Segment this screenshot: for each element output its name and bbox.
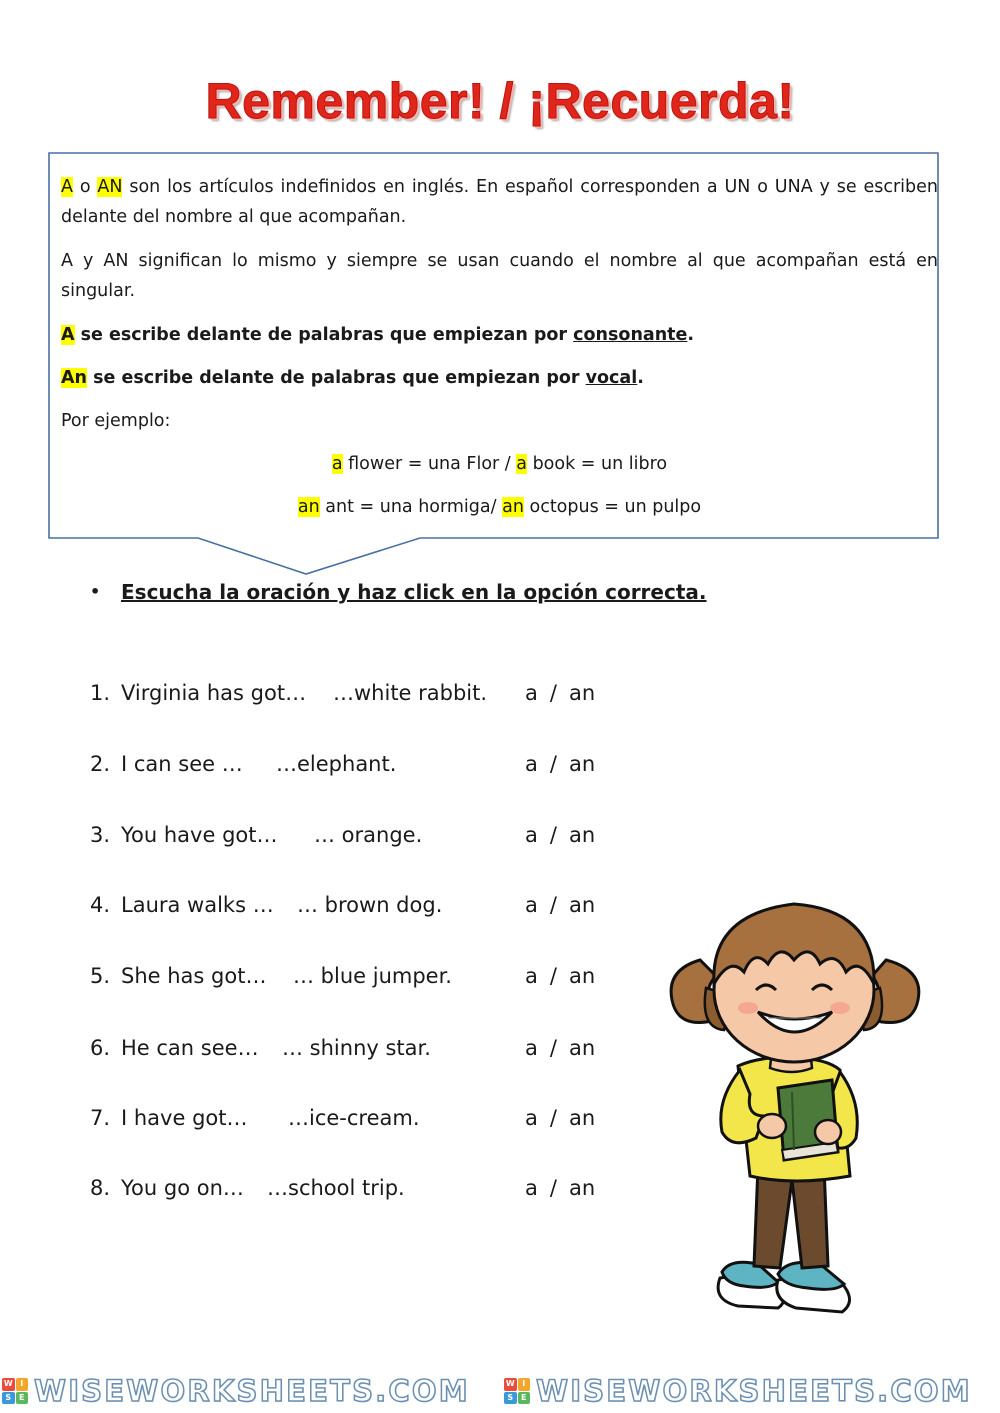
instruction: [90, 580, 707, 604]
bullet: •: [90, 582, 101, 601]
option-an-button[interactable]: an: [568, 893, 596, 917]
option-separator: /: [549, 1176, 557, 1200]
logo-icon: [2, 1378, 28, 1404]
option-an-button[interactable]: an: [568, 823, 596, 847]
logo-icon-letter: W: [2, 1378, 15, 1391]
option-a-button[interactable]: a: [525, 681, 538, 705]
logo-icon-letter: S: [504, 1392, 517, 1405]
question-number: 4.: [90, 893, 111, 917]
answer-options: [525, 1103, 595, 1133]
option-a-button[interactable]: a: [525, 1106, 538, 1130]
question-part2: … brown dog.: [297, 893, 443, 917]
logo-icon-letter: E: [16, 1392, 29, 1405]
option-separator: /: [549, 823, 557, 847]
example1-a2: a: [516, 454, 528, 474]
rule-paragraph-2: A y AN significan lo mismo y siempre se usan cuando el nombre al que acompañan está en singular.: [61, 251, 938, 301]
answer-options: [525, 1173, 595, 1203]
option-a-button[interactable]: a: [525, 893, 538, 917]
option-a-button[interactable]: a: [525, 752, 538, 776]
example1-t1: flower = una Flor /: [342, 454, 517, 474]
logo-icon: [504, 1378, 530, 1404]
question-number: 3.: [90, 823, 111, 847]
example2-t1: ant = una hormiga/: [319, 497, 503, 517]
article-a-highlight: A: [61, 177, 73, 197]
question-part1: Laura walks …: [121, 893, 274, 917]
option-separator: /: [549, 1106, 557, 1130]
rule-p3-article: A: [61, 325, 75, 345]
question-number: 6.: [90, 1036, 111, 1060]
answer-options: [525, 820, 595, 850]
answer-options: [525, 749, 595, 779]
question-part1: You have got…: [121, 823, 278, 847]
rule-p3-key: consonante: [573, 325, 688, 345]
rule-paragraph-vowel: [61, 363, 938, 393]
option-an-button[interactable]: an: [568, 1036, 596, 1060]
instruction-text: Escucha la oración y haz click en la opción correcta.: [121, 580, 707, 604]
example-line-an: [61, 492, 938, 522]
question-part1: He can see…: [121, 1036, 259, 1060]
rule-p4-article: An: [61, 368, 88, 388]
example1-a1: a: [331, 454, 343, 474]
option-an-button[interactable]: an: [568, 1176, 596, 1200]
answer-options: [525, 890, 595, 920]
rule-p4-key: vocal: [585, 368, 638, 388]
answer-options: [525, 1033, 595, 1063]
question-number: 7.: [90, 1106, 111, 1130]
option-separator: /: [549, 964, 557, 988]
article-an-highlight: AN: [97, 177, 123, 197]
rule-paragraph-1: [61, 172, 938, 232]
question-part1: Virginia has got…: [121, 681, 307, 705]
question-part1: She has got…: [121, 964, 267, 988]
option-separator: /: [549, 752, 557, 776]
example2-a2: an: [502, 497, 524, 517]
example1-t2: book = un libro: [527, 454, 668, 474]
logo-text: WISEWORKSHEETS.COM: [536, 1374, 972, 1408]
logo-text: WISEWORKSHEETS.COM: [34, 1374, 470, 1408]
page-title: Remember! / ¡Recuerda!: [205, 73, 795, 129]
question-part2: …school trip.: [267, 1176, 405, 1200]
question-part2: … blue jumper.: [293, 964, 452, 988]
question-part2: …ice-cream.: [288, 1106, 420, 1130]
rule-p4-text: se escribe delante de palabras que empiezan por: [87, 368, 586, 388]
rule-p1-rest: son los artículos indefinidos en inglés. En español corresponden a UN o UNA y se escriben delante del nombre al que acompañan.: [61, 177, 938, 227]
answer-options: [525, 678, 595, 708]
question-part1: You go on…: [121, 1176, 244, 1200]
rule-p4-end: .: [637, 368, 644, 388]
logo-icon-letter: S: [2, 1392, 15, 1405]
shoes-icon: [718, 1262, 849, 1312]
rule-p1-o: o: [72, 177, 98, 197]
question-number: 1.: [90, 681, 111, 705]
option-a-button[interactable]: a: [525, 1176, 538, 1200]
question-part1: I have got…: [121, 1106, 248, 1130]
question-part2: … shinny star.: [282, 1036, 431, 1060]
logo-icon-letter: I: [518, 1378, 531, 1391]
option-separator: /: [549, 1036, 557, 1060]
logo-icon-letter: E: [518, 1392, 531, 1405]
rule-p3-text: se escribe delante de palabras que empiezan por: [74, 325, 574, 345]
rule-box-text: [61, 172, 938, 536]
question-number: 5.: [90, 964, 111, 988]
rule-paragraph-consonant: [61, 320, 938, 350]
option-an-button[interactable]: an: [568, 752, 596, 776]
option-a-button[interactable]: a: [525, 964, 538, 988]
question-part2: … orange.: [314, 823, 423, 847]
logo-icon-letter: I: [16, 1378, 29, 1391]
example2-a1: an: [297, 497, 320, 517]
rule-p3-end: .: [687, 325, 695, 345]
option-a-button[interactable]: a: [525, 1036, 538, 1060]
option-separator: /: [549, 893, 557, 917]
girl-with-book-illustration: [660, 880, 940, 1320]
option-an-button[interactable]: an: [568, 1106, 596, 1130]
option-separator: /: [549, 681, 557, 705]
option-an-button[interactable]: an: [568, 681, 596, 705]
logo-icon-letter: W: [504, 1378, 517, 1391]
option-a-button[interactable]: a: [525, 823, 538, 847]
question-part2: …white rabbit.: [333, 681, 488, 705]
footer-watermark: [0, 1372, 1000, 1413]
example-label: Por ejemplo:: [61, 411, 171, 431]
question-part1: I can see …: [121, 752, 243, 776]
option-an-button[interactable]: an: [568, 964, 596, 988]
question-number: 8.: [90, 1176, 111, 1200]
example-line-a: [61, 449, 938, 479]
question-part2: …elephant.: [276, 752, 397, 776]
question-number: 2.: [90, 752, 111, 776]
answer-options: [525, 961, 595, 991]
example2-t2: octopus = un pulpo: [523, 497, 702, 517]
